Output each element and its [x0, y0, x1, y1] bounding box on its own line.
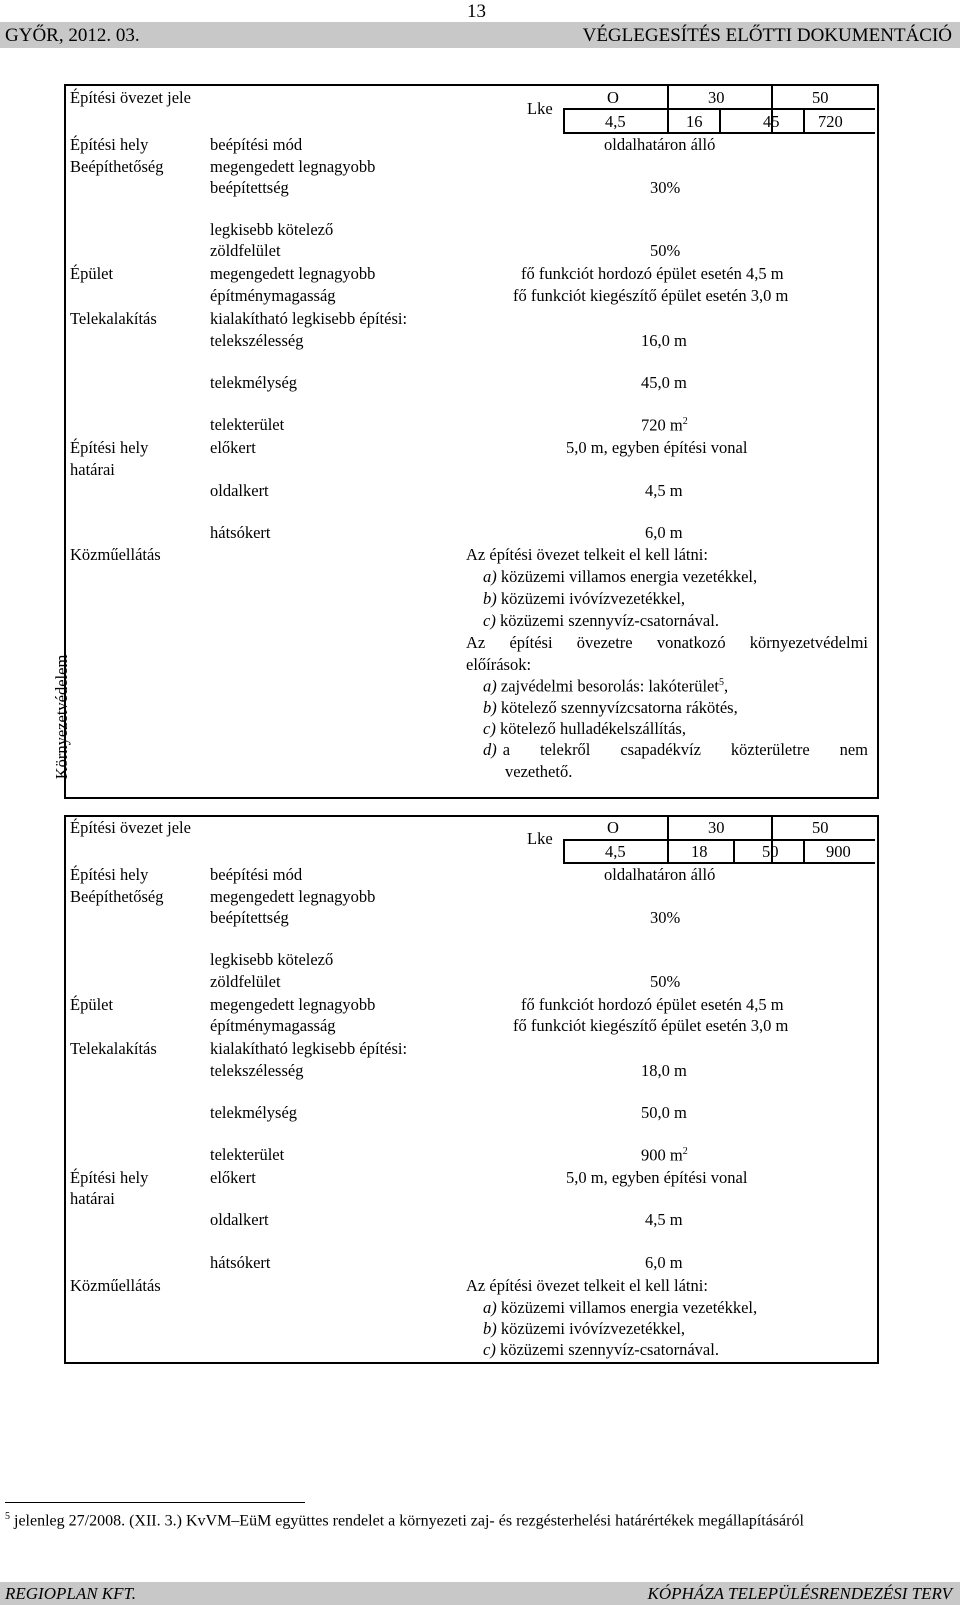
footer-left: REGIOPLAN KFT. [5, 1584, 136, 1603]
env-d-text: a telekről csapadékvíz közterületre nem [502, 740, 868, 759]
env-item [483, 700, 738, 717]
grid-cell: O [607, 818, 619, 837]
util-a-mark: a) [483, 1298, 497, 1317]
row-sublabel: kialakítható legkisebb építési: [210, 1039, 408, 1058]
row-sublabel: megengedett legnagyobb [210, 995, 376, 1014]
env-intro: előírások: [466, 655, 532, 674]
row-sublabel: telekmélység [210, 1103, 298, 1122]
grid-1-bottom-line [563, 132, 875, 134]
row-sublabel: telekszélesség [210, 1061, 304, 1080]
grid-2-mid-line [563, 839, 875, 841]
grid-cell: O [607, 88, 619, 107]
env-intro: Az építési övezetre vonatkozó környezetvédelmi [466, 633, 868, 652]
row-sublabel: beépítettség [210, 178, 289, 197]
env-c-mark: c) [483, 719, 496, 738]
row-label: Építési hely [70, 135, 149, 154]
row-sublabel: előkert [210, 438, 256, 457]
env-vertical-label: Környezetvédelem [51, 654, 71, 780]
row-label: Épület [70, 995, 114, 1014]
zone-code: Lke [527, 829, 553, 848]
grid-2-vline [803, 839, 805, 862]
zone-label: Építési övezet jele [70, 818, 191, 837]
row-sublabel: legkisebb kötelező [210, 220, 334, 239]
row-value: 6,0 m [645, 1253, 683, 1272]
grid-cell: 4,5 [605, 112, 626, 131]
row-value: 50,0 m [641, 1103, 687, 1122]
row-value [641, 417, 688, 434]
row-label: határai [70, 1189, 115, 1208]
grid-2-vline [563, 839, 565, 862]
row-value: 45,0 m [641, 373, 687, 392]
grid-cell: 30 [708, 88, 725, 107]
grid-cell: 50 [762, 842, 779, 861]
row-label: Telekalakítás [70, 1039, 157, 1058]
util-c-mark: c) [483, 1340, 496, 1359]
header-left: GYŐR, 2012. 03. [5, 25, 140, 46]
row-value: 4,5 m [645, 481, 683, 500]
env-item [483, 721, 686, 738]
util-item [483, 1342, 719, 1359]
row-label: Közműellátás [70, 1276, 161, 1295]
footnote [5, 1512, 804, 1529]
row-label: Közműellátás [70, 545, 161, 564]
row-sublabel: építménymagasság [210, 286, 336, 305]
zone-label: Építési övezet jele [70, 88, 191, 107]
footnote-separator [5, 1502, 305, 1503]
util-intro: Az építési övezet telkeit el kell látni: [466, 545, 708, 564]
zone-code: Lke [527, 99, 553, 118]
util-b-text: közüzemi ivóvízvezetékkel, [500, 1319, 686, 1338]
row-sublabel: megengedett legnagyobb [210, 887, 376, 906]
row-label: határai [70, 460, 115, 479]
row-sublabel: beépítési mód [210, 865, 303, 884]
row-label: Építési hely [70, 438, 149, 457]
row-sublabel: kialakítható legkisebb építési: [210, 309, 408, 328]
grid-1-vline [803, 108, 805, 132]
grid-cell: 30 [708, 818, 725, 837]
row-label: Telekalakítás [70, 309, 157, 328]
grid-cell: 720 [818, 112, 843, 131]
row-sublabel: zöldfelület [210, 972, 281, 991]
row-value: 30% [650, 178, 681, 197]
row-sublabel: telekszélesség [210, 331, 304, 350]
row-value: oldalhatáron álló [604, 865, 716, 884]
row-sublabel: hátsókert [210, 1253, 271, 1272]
plot-area-unit-sup: 2 [682, 416, 688, 427]
row-value: 5,0 m, egyben építési vonal [566, 438, 748, 457]
footnote-text: jelenleg 27/2008. (XII. 3.) KvVM–EüM együttes rendelet a környezeti zaj- és rezgésterhelési határértékek megállapításáról [14, 1512, 804, 1530]
util-item [483, 613, 719, 630]
row-value: fő funkciót hordozó épület esetén 4,5 m [521, 264, 784, 283]
row-sublabel: építménymagasság [210, 1016, 336, 1035]
grid-cell: 16 [686, 112, 703, 131]
util-c-text: közüzemi szennyvíz-csatornával. [499, 1340, 719, 1359]
grid-1-vline [719, 108, 721, 132]
util-c-mark: c) [483, 611, 496, 630]
grid-cell: 50 [812, 88, 829, 107]
grid-cell: 900 [826, 842, 851, 861]
row-value: 6,0 m [645, 523, 683, 542]
env-b-text: kötelező szennyvízcsatorna rákötés, [500, 698, 738, 717]
row-value: 16,0 m [641, 331, 687, 350]
util-b-text: közüzemi ivóvízvezetékkel, [500, 589, 686, 608]
util-b-mark: b) [483, 1319, 497, 1338]
row-sublabel: telekterület [210, 415, 285, 434]
row-value: 4,5 m [645, 1210, 683, 1229]
row-value: fő funkciót kiegészítő épület esetén 3,0 m [513, 1016, 789, 1035]
env-c-text: kötelező hulladékelszállítás, [499, 719, 686, 738]
env-item-cont: vezethető. [505, 762, 573, 781]
row-value: 5,0 m, egyben építési vonal [566, 1168, 748, 1187]
row-label: Épület [70, 264, 114, 283]
row-value: 50% [650, 241, 681, 260]
util-b-mark: b) [483, 589, 497, 608]
row-sublabel: zöldfelület [210, 241, 281, 260]
env-a-text: zajvédelmi besorolás: lakóterület [500, 676, 719, 696]
row-value: 18,0 m [641, 1061, 687, 1080]
footnote-mark: 5 [5, 1511, 10, 1522]
grid-cell: 50 [812, 818, 829, 837]
plot-area-value: 900 m [641, 1145, 683, 1165]
footer-right: KÓPHÁZA TELEPÜLÉSRENDEZÉSI TERV [647, 1584, 952, 1603]
row-sublabel: legkisebb kötelező [210, 950, 334, 969]
env-item [483, 742, 868, 759]
grid-2-vline [733, 839, 735, 862]
row-sublabel: előkert [210, 1168, 256, 1187]
util-intro: Az építési övezet telkeit el kell látni: [466, 1276, 708, 1295]
row-value: fő funkciót kiegészítő épület esetén 3,0 m [513, 286, 789, 305]
grid-cell: 4,5 [605, 842, 626, 861]
zone-table-1 [64, 84, 879, 799]
grid-2-bottom-line [563, 862, 875, 864]
row-sublabel: hátsókert [210, 523, 271, 542]
row-label: Építési hely [70, 865, 149, 884]
util-a-mark: a) [483, 567, 497, 586]
row-sublabel: megengedett legnagyobb [210, 157, 376, 176]
row-sublabel: oldalkert [210, 481, 269, 500]
util-item [483, 1300, 757, 1317]
plot-area-value: 720 m [641, 415, 683, 435]
row-value: 50% [650, 972, 681, 991]
page-number: 13 [467, 1, 486, 22]
util-item [483, 569, 757, 586]
header-right: VÉGLEGESÍTÉS ELŐTTI DOKUMENTÁCIÓ [582, 25, 952, 46]
footnote-ref: 5 [718, 677, 724, 688]
row-sublabel: telekmélység [210, 373, 298, 392]
grid-cell: 18 [691, 842, 708, 861]
row-sublabel: beépítettség [210, 908, 289, 927]
row-sublabel: oldalkert [210, 1210, 269, 1229]
row-label: Építési hely [70, 1168, 149, 1187]
env-a-mark: a) [483, 676, 497, 696]
row-label: Beépíthetőség [70, 887, 164, 906]
util-c-text: közüzemi szennyvíz-csatornával. [499, 611, 719, 630]
env-b-mark: b) [483, 698, 497, 717]
row-value: oldalhatáron álló [604, 135, 716, 154]
grid-2-vline [667, 815, 669, 862]
row-sublabel: beépítési mód [210, 135, 303, 154]
env-a-end: , [723, 676, 729, 696]
env-d-mark: d) [483, 740, 497, 759]
util-a-text: közüzemi villamos energia vezetékkel, [500, 567, 758, 586]
util-item [483, 1321, 685, 1338]
grid-cell: 45 [763, 112, 780, 131]
row-label: Beépíthetőség [70, 157, 164, 176]
grid-1-vline [667, 84, 669, 132]
row-value: 30% [650, 908, 681, 927]
plot-area-unit-sup: 2 [682, 1146, 688, 1157]
row-sublabel: telekterület [210, 1145, 285, 1164]
row-value [641, 1147, 688, 1164]
util-a-text: közüzemi villamos energia vezetékkel, [500, 1298, 758, 1317]
row-value: fő funkciót hordozó épület esetén 4,5 m [521, 995, 784, 1014]
grid-1-vline [563, 108, 565, 132]
env-item [483, 678, 728, 695]
row-sublabel: megengedett legnagyobb [210, 264, 376, 283]
util-item [483, 591, 685, 608]
